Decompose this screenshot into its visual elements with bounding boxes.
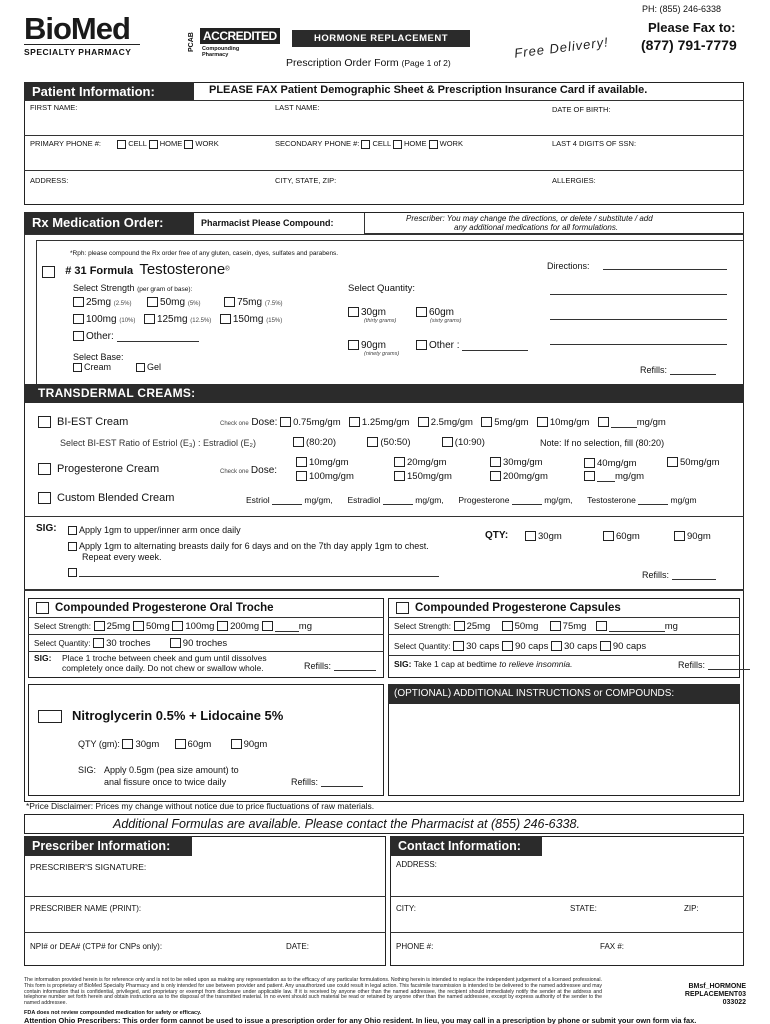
nitro-qty-60-checkbox[interactable] — [175, 739, 186, 749]
capsules-checkbox[interactable] — [396, 602, 409, 614]
qty-60-checkbox[interactable] — [416, 307, 427, 317]
base-gel-checkbox[interactable] — [136, 363, 145, 372]
form-title — [286, 57, 451, 69]
registered-mark: ® — [225, 266, 230, 273]
strength-row-1[interactable]: 25mg (2.5%) 50mg (5%) 75mg (7.5%) — [73, 297, 283, 308]
nitro-sig-text-1: Apply 0.5gm (pea size amount) to — [104, 765, 239, 775]
price-disclaimer: *Price Disclaimer: Prices my change without notice due to price fluctuations of raw materials. — [26, 801, 375, 811]
form-code: BMsf_HORMONE REPLACEMENT03 033022 — [684, 983, 746, 1006]
prog-200-checkbox[interactable] — [490, 471, 501, 481]
biomed-logo — [24, 11, 152, 66]
fda-note: FDA does not review compounded medication for safety or efficacy. — [24, 1010, 202, 1016]
contact-city-field[interactable]: CITY: — [396, 904, 417, 913]
secondary-home-checkbox[interactable] — [393, 140, 402, 149]
progesterone-dose-row-1[interactable]: 10mg/gm — [296, 457, 349, 468]
caps-qty-30b-checkbox[interactable] — [551, 641, 562, 651]
free-delivery: Free Delivery! — [513, 34, 610, 61]
testosterone-label: Testosterone — [139, 261, 226, 278]
qty-other-option[interactable]: Other : — [416, 340, 528, 351]
primary-phone-label: PRIMARY PHONE #: — [30, 139, 101, 148]
formula-31-checkbox[interactable] — [42, 266, 55, 278]
prog-40-checkbox[interactable] — [584, 458, 595, 468]
transdermal-qty-label: QTY: — [485, 530, 509, 541]
prescriber-note-2: any additional medications for all formulations. — [454, 223, 619, 232]
troche-25-checkbox[interactable] — [94, 621, 105, 631]
troche-qty-30-checkbox[interactable] — [93, 638, 104, 648]
select-base-label: Select Base: — [73, 352, 124, 362]
custom-blend-row[interactable]: Custom Blended Cream — [38, 492, 174, 504]
strength-row-2[interactable]: 100mg (10%) 125mg (12.5%) 150mg (15%) — [73, 314, 282, 325]
work-label: WORK — [195, 139, 219, 148]
sig-option-2b: Repeat every week. — [82, 552, 162, 562]
base-row[interactable]: Cream Gel — [73, 362, 161, 372]
caps-qty-30-checkbox[interactable] — [453, 641, 464, 651]
contact-state-field[interactable]: STATE: — [570, 904, 597, 913]
ratio-note: Note: If no selection, fill (80:20) — [540, 438, 665, 448]
progesterone-dose-label: Check one Dose: — [220, 465, 278, 476]
troche-50-checkbox[interactable] — [133, 621, 144, 631]
qty-30-checkbox[interactable] — [348, 307, 359, 317]
biest-dose-125-checkbox[interactable] — [349, 417, 360, 427]
transdermal-heading: TRANSDERMAL CREAMS: — [24, 384, 744, 403]
prescriber-note-1: Prescriber: You may change the directions, or delete / substitute / add — [406, 214, 653, 223]
trans-qty-30-checkbox[interactable] — [525, 531, 536, 541]
formula-31-label: # 31 Formula — [65, 265, 134, 277]
prog-100-checkbox[interactable] — [296, 471, 307, 481]
primary-phone-field[interactable] — [30, 139, 219, 149]
troche-sig-text-1: Place 1 troche between cheek and gum until dissolves — [62, 653, 267, 663]
biest-dose-25-checkbox[interactable] — [418, 417, 429, 427]
custom-blend-checkbox[interactable] — [38, 492, 51, 504]
prescriber-heading: Prescriber Information: — [24, 836, 192, 856]
prog-50-checkbox[interactable] — [667, 457, 678, 467]
optional-heading: (OPTIONAL) ADDITIONAL INSTRUCTIONS or COMPOUNDS: — [388, 684, 740, 704]
formula-31-row[interactable] — [42, 261, 230, 278]
strength-other-row[interactable]: Other: — [73, 331, 199, 342]
nitro-qty-30-checkbox[interactable] — [122, 739, 133, 749]
sig-option-1[interactable]: Apply 1gm to upper/inner arm once daily — [68, 525, 241, 535]
formula-refills[interactable]: Refills: — [640, 365, 716, 375]
biest-dose-custom-checkbox[interactable] — [598, 417, 609, 427]
contact-zip-field[interactable]: ZIP: — [684, 904, 699, 913]
biest-ratio-label: Select BI-EST Ratio of Estriol (E₃) : Estradiol (E₂) — [60, 438, 257, 448]
ratio-50-50-checkbox[interactable] — [367, 437, 378, 447]
base-cream-checkbox[interactable] — [73, 363, 82, 372]
ratio-10-90-checkbox[interactable] — [442, 437, 453, 447]
fax-label: Please Fax to: — [648, 20, 736, 35]
strength-75-checkbox[interactable] — [224, 297, 235, 307]
ssn-field[interactable]: LAST 4 DIGITS OF SSN: — [552, 139, 637, 148]
caps-25-checkbox[interactable] — [454, 621, 465, 631]
nitro-sig-text-2: anal fissure once to twice daily — [104, 777, 227, 787]
ohio-notice: Attention Ohio Prescribers: This order form cannot be used to issue a prescription order for any Ohio resident. In lieu, you may call in a prescription by phone or submit your own form via fax. — [24, 1016, 697, 1024]
secondary-work-checkbox[interactable] — [429, 140, 438, 149]
city-state-zip-field[interactable]: CITY, STATE, ZIP: — [275, 176, 337, 185]
strength-100-checkbox[interactable] — [73, 314, 84, 324]
home-label: HOME — [159, 139, 183, 148]
npi-dea-field[interactable]: NPI# or DEA# (CTP# for CNPs only): — [30, 942, 163, 951]
troche-sig-label: SIG: — [34, 653, 52, 663]
home-label: HOME — [404, 139, 427, 148]
nitro-checkbox[interactable] — [38, 710, 62, 723]
sig-option-2[interactable]: Apply 1gm to alternating breasts daily for 6 days and on the 7th day apply 1gm to chest. — [68, 541, 429, 551]
caps-qty-90b-checkbox[interactable] — [600, 641, 611, 651]
caps-75-checkbox[interactable] — [550, 621, 561, 631]
phone-number: PH: (855) 246-6338 — [642, 4, 722, 14]
capsules-quantity-row[interactable]: Select Quantity: 30 caps 90 caps 30 caps 90 caps — [394, 641, 647, 652]
nitro-heading-row[interactable]: Nitroglycerin 0.5% + Lidocaine 5% — [38, 708, 283, 723]
prog-30-checkbox[interactable] — [490, 457, 501, 467]
prescriber-signature-field[interactable]: PRESCRIBER'S SIGNATURE: — [30, 862, 147, 872]
title-bar — [292, 30, 470, 47]
select-quantity-label: Select Quantity: — [348, 283, 416, 294]
troche-quantity-row[interactable]: Select Quantity: 30 troches 90 troches — [34, 638, 228, 649]
prog-custom-checkbox[interactable] — [584, 471, 595, 481]
select-strength-label: Select Strength (per gram of base): — [73, 283, 193, 293]
logo-subtext: SPECIALTY PHARMACY — [24, 44, 140, 57]
sig-breasts-checkbox[interactable] — [68, 542, 77, 551]
capsules-strength-row[interactable]: Select Strength: 25mg 50mg 75mg mg — [394, 621, 678, 632]
biest-row[interactable]: BI-EST Cream — [38, 416, 128, 428]
fax-number: (877) 791-7779 — [641, 37, 737, 53]
first-name-field[interactable]: FIRST NAME: — [30, 103, 78, 112]
prog-20-checkbox[interactable] — [394, 457, 405, 467]
custom-blend-fields[interactable]: Estriol mg/gm, Estradiol mg/gm, Progesterone mg/gm, Testosterone mg/gm — [246, 495, 697, 505]
nitro-qty-90-checkbox[interactable] — [231, 739, 242, 749]
strength-other-checkbox[interactable] — [73, 331, 84, 341]
secondary-cell-checkbox[interactable] — [361, 140, 370, 149]
pcab-logo — [188, 26, 277, 62]
biest-dose-row[interactable]: Check one Dose: 0.75mg/gm 1.25mg/gm 2.5mg/gm 5mg/gm 10mg/gm mg/gm — [220, 417, 666, 428]
prog-150-checkbox[interactable] — [394, 471, 405, 481]
form-title-text: Prescription Order Form — [286, 57, 399, 69]
work-label: WORK — [439, 139, 463, 148]
dob-field[interactable]: DATE OF BIRTH: — [552, 105, 611, 114]
directions-label: Directions: — [547, 261, 590, 271]
capsules-heading-row[interactable]: Compounded Progesterone Capsules — [396, 602, 621, 614]
troche-custom-checkbox[interactable] — [262, 621, 273, 631]
pharmacist-compound: Pharmacist Please Compound: — [201, 218, 334, 228]
primary-work-checkbox[interactable] — [184, 140, 193, 149]
biest-dose-075-checkbox[interactable] — [280, 417, 291, 427]
primary-home-checkbox[interactable] — [149, 140, 158, 149]
rph-note: *Rph: please compound the Rx order free of any gluten, casein, dyes, sulfates and parabens. — [70, 250, 339, 257]
trans-qty-60-checkbox[interactable] — [603, 531, 614, 541]
transdermal-qty-60[interactable]: 60gm — [603, 531, 640, 542]
patient-heading: Patient Information: — [24, 82, 194, 100]
patient-notice: PLEASE FAX Patient Demographic Sheet & Prescription Insurance Card if available. — [209, 84, 648, 96]
contact-heading: Contact Information: — [390, 836, 542, 856]
logo-text: BioMed — [24, 11, 130, 46]
prescriber-date-field[interactable]: DATE: — [286, 942, 309, 951]
troche-100-checkbox[interactable] — [172, 621, 183, 631]
nitro-refills[interactable]: Refills: — [291, 777, 363, 787]
sig-arm-checkbox[interactable] — [68, 526, 77, 535]
biest-dose-5-checkbox[interactable] — [481, 417, 492, 427]
allergies-field[interactable]: ALLERGIES: — [552, 176, 596, 185]
caps-qty-90-checkbox[interactable] — [502, 641, 513, 651]
additional-formulas-text: Additional Formulas are available. Please contact the Pharmacist at (855) 246-6338. — [113, 817, 580, 831]
sig-custom-checkbox[interactable] — [68, 568, 77, 577]
troche-strength-row[interactable]: Select Strength: 25mg 50mg 100mg 200mg mg — [34, 621, 312, 632]
progesterone-cream-checkbox[interactable] — [38, 463, 51, 475]
sig-option-3[interactable] — [68, 567, 439, 577]
biest-dose-10-checkbox[interactable] — [537, 417, 548, 427]
legal-text: The information provided herein is for reference only and is not to be relied upon as making any representation as to the efficacy of any particular formulations. Nothing herein is intended to replace the independent judgement of a licensed professional. This form is proprietary of BioMed Specialty Pharmacy and is only intended for use between provider and patient. Any unauthorized use could result in legal action. This facsimile transmission is intended to be delivered to the named addressee and may contain information that is confidential, privileged, and proprietary or exempt from disclosure under applicable law. If it is received by anyone other than the named addressee, the recipient should immediately notify the sender at the address and telephone number set forth herein and obtain instructions as to the disposal of the transmitted material. In no event should such material be read or retained by anyone other than the named addressee, except by express authority of the sender to the named addressee. — [24, 977, 602, 1007]
troche-qty-90-checkbox[interactable] — [170, 638, 181, 648]
nitro-qty-row[interactable]: QTY (gm): 30gm 60gm 90gm — [78, 739, 268, 750]
qty-90-option[interactable]: 90gm (ninety grams) — [348, 340, 399, 357]
troche-200-checkbox[interactable] — [217, 621, 228, 631]
cell-label: CELL — [372, 139, 391, 148]
qty-30-option[interactable]: 30gm (thirty grams) — [348, 307, 396, 324]
troche-checkbox[interactable] — [36, 602, 49, 614]
secondary-phone-label: SECONDARY PHONE #: — [275, 139, 360, 148]
transdermal-refills[interactable]: Refills: — [642, 570, 716, 580]
qty-other-checkbox[interactable] — [416, 340, 427, 350]
capsules-refills[interactable]: Refills: — [678, 660, 750, 670]
accredited-badge: ACCREDITED — [200, 28, 280, 44]
capsules-sig: SIG: Take 1 cap at bedtime to relieve insomnia. — [394, 659, 573, 669]
qty-90-checkbox[interactable] — [348, 340, 359, 350]
troche-refills[interactable]: Refills: — [304, 661, 376, 671]
cell-label: CELL — [128, 139, 147, 148]
accredited-sub: Compounding Pharmacy — [202, 46, 240, 58]
contact-address-field[interactable]: ADDRESS: — [396, 860, 437, 869]
troche-sig-text-2: completely once daily. Do not chew or swallow whole. — [62, 663, 264, 673]
strength-150-checkbox[interactable] — [220, 314, 231, 324]
qty-60-option[interactable]: 60gm (sixty grams) — [416, 307, 461, 324]
trans-qty-90-checkbox[interactable] — [674, 531, 685, 541]
sig-label: SIG: — [36, 523, 57, 534]
primary-cell-checkbox[interactable] — [117, 140, 126, 149]
pcab-text: PCAB — [188, 32, 195, 52]
strength-25-checkbox[interactable] — [73, 297, 84, 307]
contact-fax-field[interactable]: FAX #: — [600, 942, 625, 951]
progesterone-cream-row[interactable]: Progesterone Cream — [38, 463, 159, 475]
transdermal-qty-30[interactable]: 30gm — [525, 531, 562, 542]
biest-ratio-row[interactable]: (80:20) (50:50) (10:90) — [293, 437, 485, 448]
ratio-80-20-checkbox[interactable] — [293, 437, 304, 447]
contact-phone-field[interactable]: PHONE #: — [396, 942, 434, 951]
prescriber-name-field[interactable]: PRESCRIBER NAME (PRINT): — [30, 904, 142, 913]
caps-50-checkbox[interactable] — [502, 621, 513, 631]
strength-125-checkbox[interactable] — [144, 314, 155, 324]
secondary-phone-field[interactable] — [275, 139, 463, 149]
prog-10-checkbox[interactable] — [296, 457, 307, 467]
address-field[interactable]: ADDRESS: — [30, 176, 69, 185]
rx-heading: Rx Medication Order: — [24, 212, 194, 234]
title-bar-text: HORMONE REPLACEMENT — [313, 33, 449, 44]
transdermal-qty-90[interactable]: 90gm — [674, 531, 711, 542]
nitro-sig-label: SIG: — [78, 765, 97, 775]
biest-checkbox[interactable] — [38, 416, 51, 428]
page-of: (Page 1 of 2) — [401, 58, 451, 68]
troche-heading-row[interactable]: Compounded Progesterone Oral Troche — [36, 602, 274, 614]
strength-50-checkbox[interactable] — [147, 297, 158, 307]
caps-custom-checkbox[interactable] — [596, 621, 607, 631]
last-name-field[interactable]: LAST NAME: — [275, 103, 320, 112]
